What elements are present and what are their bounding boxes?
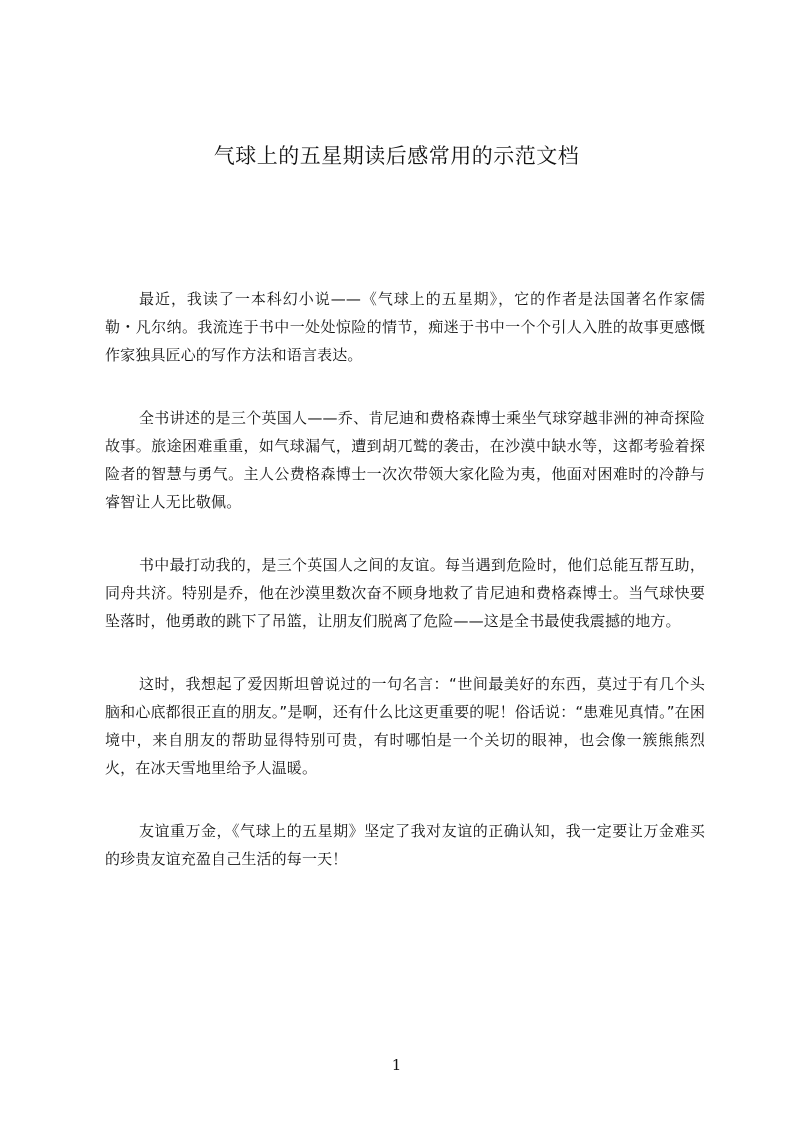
paragraph-4: 这时，我想起了爱因斯坦曾说过的一句名言：“世间最美好的东西，莫过于有几个头脑和心底都很正直的朋友。”是啊，还有什么比这更重要的呢！俗话说：“患难见真情。”在困境中，来自朋友的帮助显得特别可贵，有时哪怕是一个关切的眼神，也会像一簇熊熊烈火，在冰天雪地里给予人温暖。 xyxy=(105,675,705,777)
paragraph-5: 友谊重万金，《气球上的五星期》坚定了我对友谊的正确认知，我一定要让万金难买的珍贵友谊充盈自己生活的每一天！ xyxy=(105,822,705,868)
document-body xyxy=(105,285,705,908)
page-number: 1 xyxy=(391,1056,402,1074)
paragraph-1: 最近，我读了一本科幻小说——《气球上的五星期》，它的作者是法国著名作家儒勒・凡尔纳。我流连于书中一处处惊险的情节，痴迷于书中一个个引人入胜的故事更感慨作家独具匠心的写作方法和语言表达。 xyxy=(105,290,705,364)
document-title: 气球上的五星期读后感常用的示范文档 xyxy=(213,144,580,168)
paragraph-2: 全书讲述的是三个英国人——乔、肯尼迪和费格森博士乘坐气球穿越非洲的神奇探险故事。旅途困难重重，如气球漏气，遭到胡兀鹫的袭击，在沙漠中缺水等，这都考验着探险者的智慧与勇气。主人公费格森博士一次次带领大家化险为夷，他面对困难时的冷静与睿智让人无比敬佩。 xyxy=(105,409,705,511)
paragraph-3: 书中最打动我的，是三个英国人之间的友谊。每当遇到危险时，他们总能互帮互助，同舟共济。特别是乔，他在沙漠里数次奋不顾身地救了肯尼迪和费格森博士。当气球快要坠落时，他勇敢的跳下了吊篮，让朋友们脱离了危险——这是全书最使我震撼的地方。 xyxy=(105,556,705,630)
